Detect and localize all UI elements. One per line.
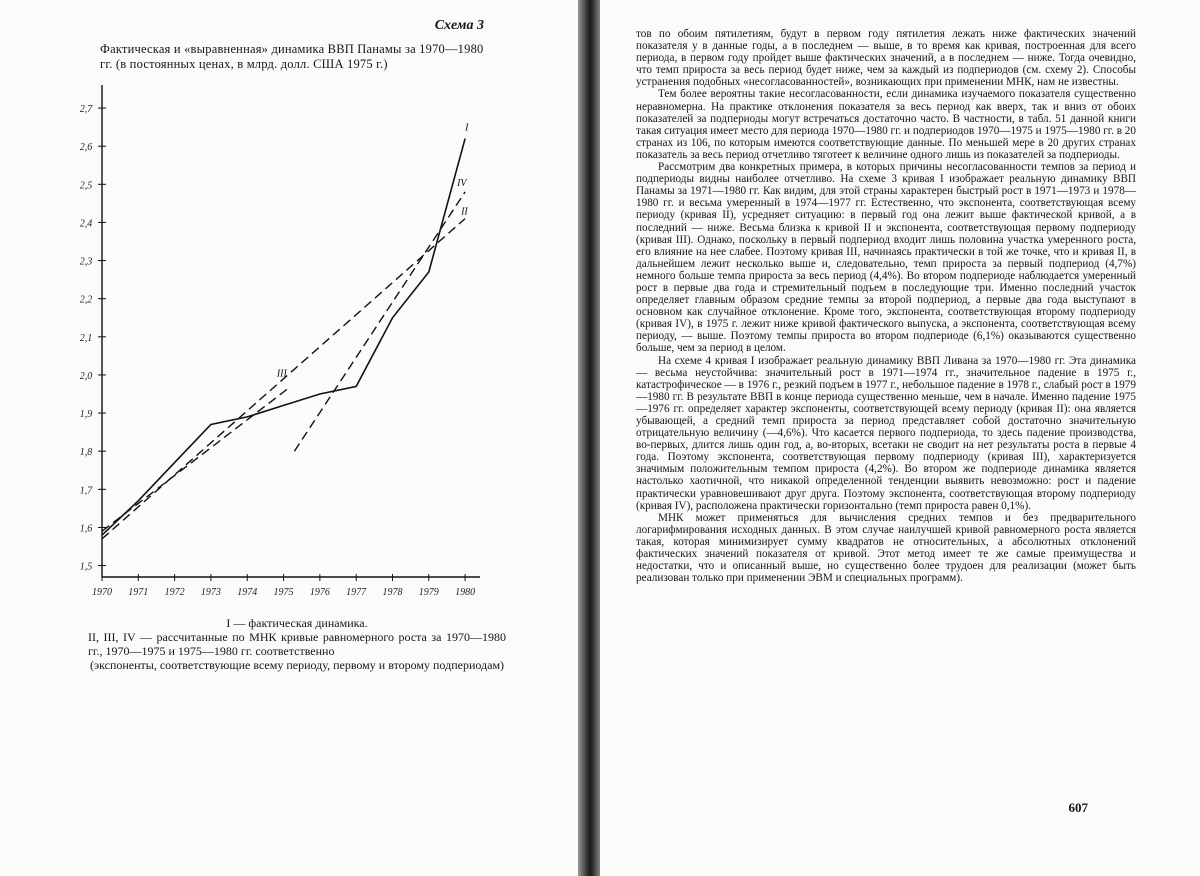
body-text (636, 28, 1136, 584)
y-tick-label: 1,6 (80, 523, 93, 535)
paragraph: тов по обоим пятилетиям, будут в первом году пятилетия лежать ниже фактических значений показателя y в данные годы, а в последнем — выше, в то время как кривая, построенная для всего периода, в первом году пройдет выше фактических значений, а в последнем — ниже. Тогда очевидно, что темп прироста за весь период будет ниже, чем за каждый из подпериодов (см. схему 2). Способы устранения подобных «несогласованностей», возникающих при применении МНК, нам не известны. (636, 28, 1136, 89)
series-label-iii: III (276, 368, 287, 380)
x-tick-label: 1977 (346, 587, 367, 598)
y-tick-label: 1,5 (80, 561, 93, 573)
x-tick-label: 1972 (164, 587, 185, 598)
series-label-ii: II (461, 206, 468, 218)
line-chart (80, 85, 500, 610)
y-tick-label: 2,5 (80, 180, 93, 192)
x-tick-label: 1970 (92, 587, 112, 598)
y-tick-label: 1,9 (80, 409, 93, 421)
y-tick-label: 2,7 (80, 104, 93, 116)
y-tick-label: 2,0 (80, 370, 93, 382)
chart-title: Фактическая и «выравненная» динамика ВВП Панамы за 1970—1980 гг. (в постоянных ценах, в млрд. долл. США 1975 г.) (100, 42, 484, 71)
legend-line-note: (экспоненты, соответствующие всему периоду, первому и второму подпериодам) (89, 658, 505, 672)
paragraph: МНК может применяться для вычисления средних темпов и без предварительного логарифмирования исходных данных. В этом случае наилучшей кривой равномерного роста является такая, которая минимизирует сумму квадратов не относительных, а абсолютных отклонений фактических значений показателя от кривой. Этот метод имеет те же самые преимущества и недостатки, что и описанный выше, но существенно более трудоен для реализации (может быть реализован только при применении ЭВМ и специальных программ). (636, 511, 1136, 585)
x-tick-label: 1975 (273, 587, 294, 598)
book-spine (578, 0, 602, 876)
paragraph: Тем более вероятны такие несогласованности, если динамика изучаемого показателя существенно неравномерна. На практике отклонения показателя за весь период как вверх, так и вниз от обоих показателей за подпериоды могут встречаться достаточно часто. В частности, в табл. 51 данной книги такая ситуация имеет место для периода 1970—1980 гг. и подпериодов 1970—1975 и 1975—1980 гг. в 20 странах из 106, по которым имеются соответствующие данные. По меньшей мере в 20 других странах показатель за весь период отчетливо тяготеет к величине одного лишь из показателей за подпериоды. (636, 88, 1136, 161)
x-tick-label: 1974 (237, 587, 258, 598)
scheme-label: Схема 3 (434, 18, 484, 33)
y-tick-label: 2,3 (80, 256, 93, 268)
page-number: 607 (1068, 800, 1088, 815)
x-tick-label: 1979 (418, 587, 439, 598)
right-page (600, 0, 1200, 876)
series-line-iii (102, 386, 291, 531)
legend-line-fitted: II, III, IV — рассчитанные по МНК кривые равномерного роста за 1970—1980 гг., 1970—1975 и 1975—1980 гг. соответственно (88, 630, 506, 658)
series-label-i: I (465, 122, 469, 134)
y-tick-label: 2,6 (80, 142, 93, 154)
chart-legend (88, 616, 506, 672)
x-tick-label: 1978 (382, 587, 403, 598)
y-tick-label: 2,1 (80, 332, 93, 344)
x-tick-label: 1971 (128, 587, 149, 598)
series-line-i (102, 139, 465, 535)
y-tick-label: 2,4 (80, 218, 93, 230)
paragraph: Рассмотрим два конкретных примера, в которых причины несогласованности темпов за период и подпериоды видны наиболее отчетливо. На схеме 3 кривая I изображает реальную динамику ВВП Панамы за 1971—1980 гг. Как видим, для этой страны характерен быстрый рост в 1971—1973 и 1978—1980 гг. и весьма умеренный в 1974—1977 гг. Естественно, что экспонента, соответствующая всему периоду (кривая II), усредняет ситуацию: в первый год она лежит выше фактической кривой, а в последний — ниже. Весьма близка к кривой II и экспонента, соответствующая первому подпериоду (кривая III). Однако, поскольку в первый подпериод входит лишь половина участка умеренного роста, его влияние на нее слабее. Поэтому кривая III, начинаясь практически в той же точке, что и кривая II, в дальнейшем лежит несколько выше и, следовательно, темп прироста за первый подпериод (4,7%) немного больше темпа прироста за весь период (4,4%). Во втором подпериоде наблюдается умеренный рост в первые два года и стремительный подъем в последующие три. Именно последний участок определяет главным образом средние темпы за второй подпериод, а первые два года выступают в основном как случайное отклонение. Кроме того, экспонента, соответствующая второму подпериоду (кривая IV), в 1975 г. лежит ниже кривой фактического выпуска, а экспонента, соответствующая всему периоду, — выше. Поэтому темпы прироста во втором подпериоде (6,1%) оказываются существенно больше, чем за период в целом. (636, 161, 1136, 355)
x-tick-label: 1973 (200, 587, 221, 598)
series-label-iv: IV (457, 177, 467, 189)
y-tick-label: 1,8 (80, 447, 93, 459)
x-tick-label: 1976 (309, 587, 330, 598)
legend-line-actual: I — фактическая динамика. (226, 616, 368, 630)
x-tick-label: 1980 (455, 587, 476, 598)
y-tick-label: 1,7 (80, 485, 93, 497)
left-page (0, 0, 580, 876)
paragraph: На схеме 4 кривая I изображает реальную динамику ВВП Ливана за 1970—1980 гг. Эта динамика — весьма неустойчива: значительный рост в 1971—1974 гг., значительное падение в 1975 г., катастрофическое — в 1976 г., резкий подъем в 1977 г., небольшое падение в 1978 г., слабый рост в 1979—1980 гг. В результате ВВП в конце периода существенно меньше, чем в начале. Именно падение 1975—1976 гг. определяет характер экспоненты, соответствующей всему периоду (кривая II): она является убывающей, а средний темп прироста за период представляет собой достаточно значительную отрицательную величину (—4,6%). Что касается первого подпериода, то здесь падение производства, во-первых, длится лишь один год, а, во-вторых, всетаки не сводит на нет результаты роста в первые 4 года. Поэтому экспонента, соответствующая первому подпериоду (кривая III), характеризуется значимым положительным темпом прироста (4,2%). Во втором же подпериоде динамика является настолько хаотичной, что никакой определенной тенденции выявить невозможно: рост и падение практически уравновешивают друг друга. Поэтому экспонента, соответствующая второму подпериоду (кривая IV), расположена практически горизонтально (темп прироста равен 0,1%). (636, 354, 1136, 512)
y-tick-label: 2,2 (80, 294, 93, 306)
